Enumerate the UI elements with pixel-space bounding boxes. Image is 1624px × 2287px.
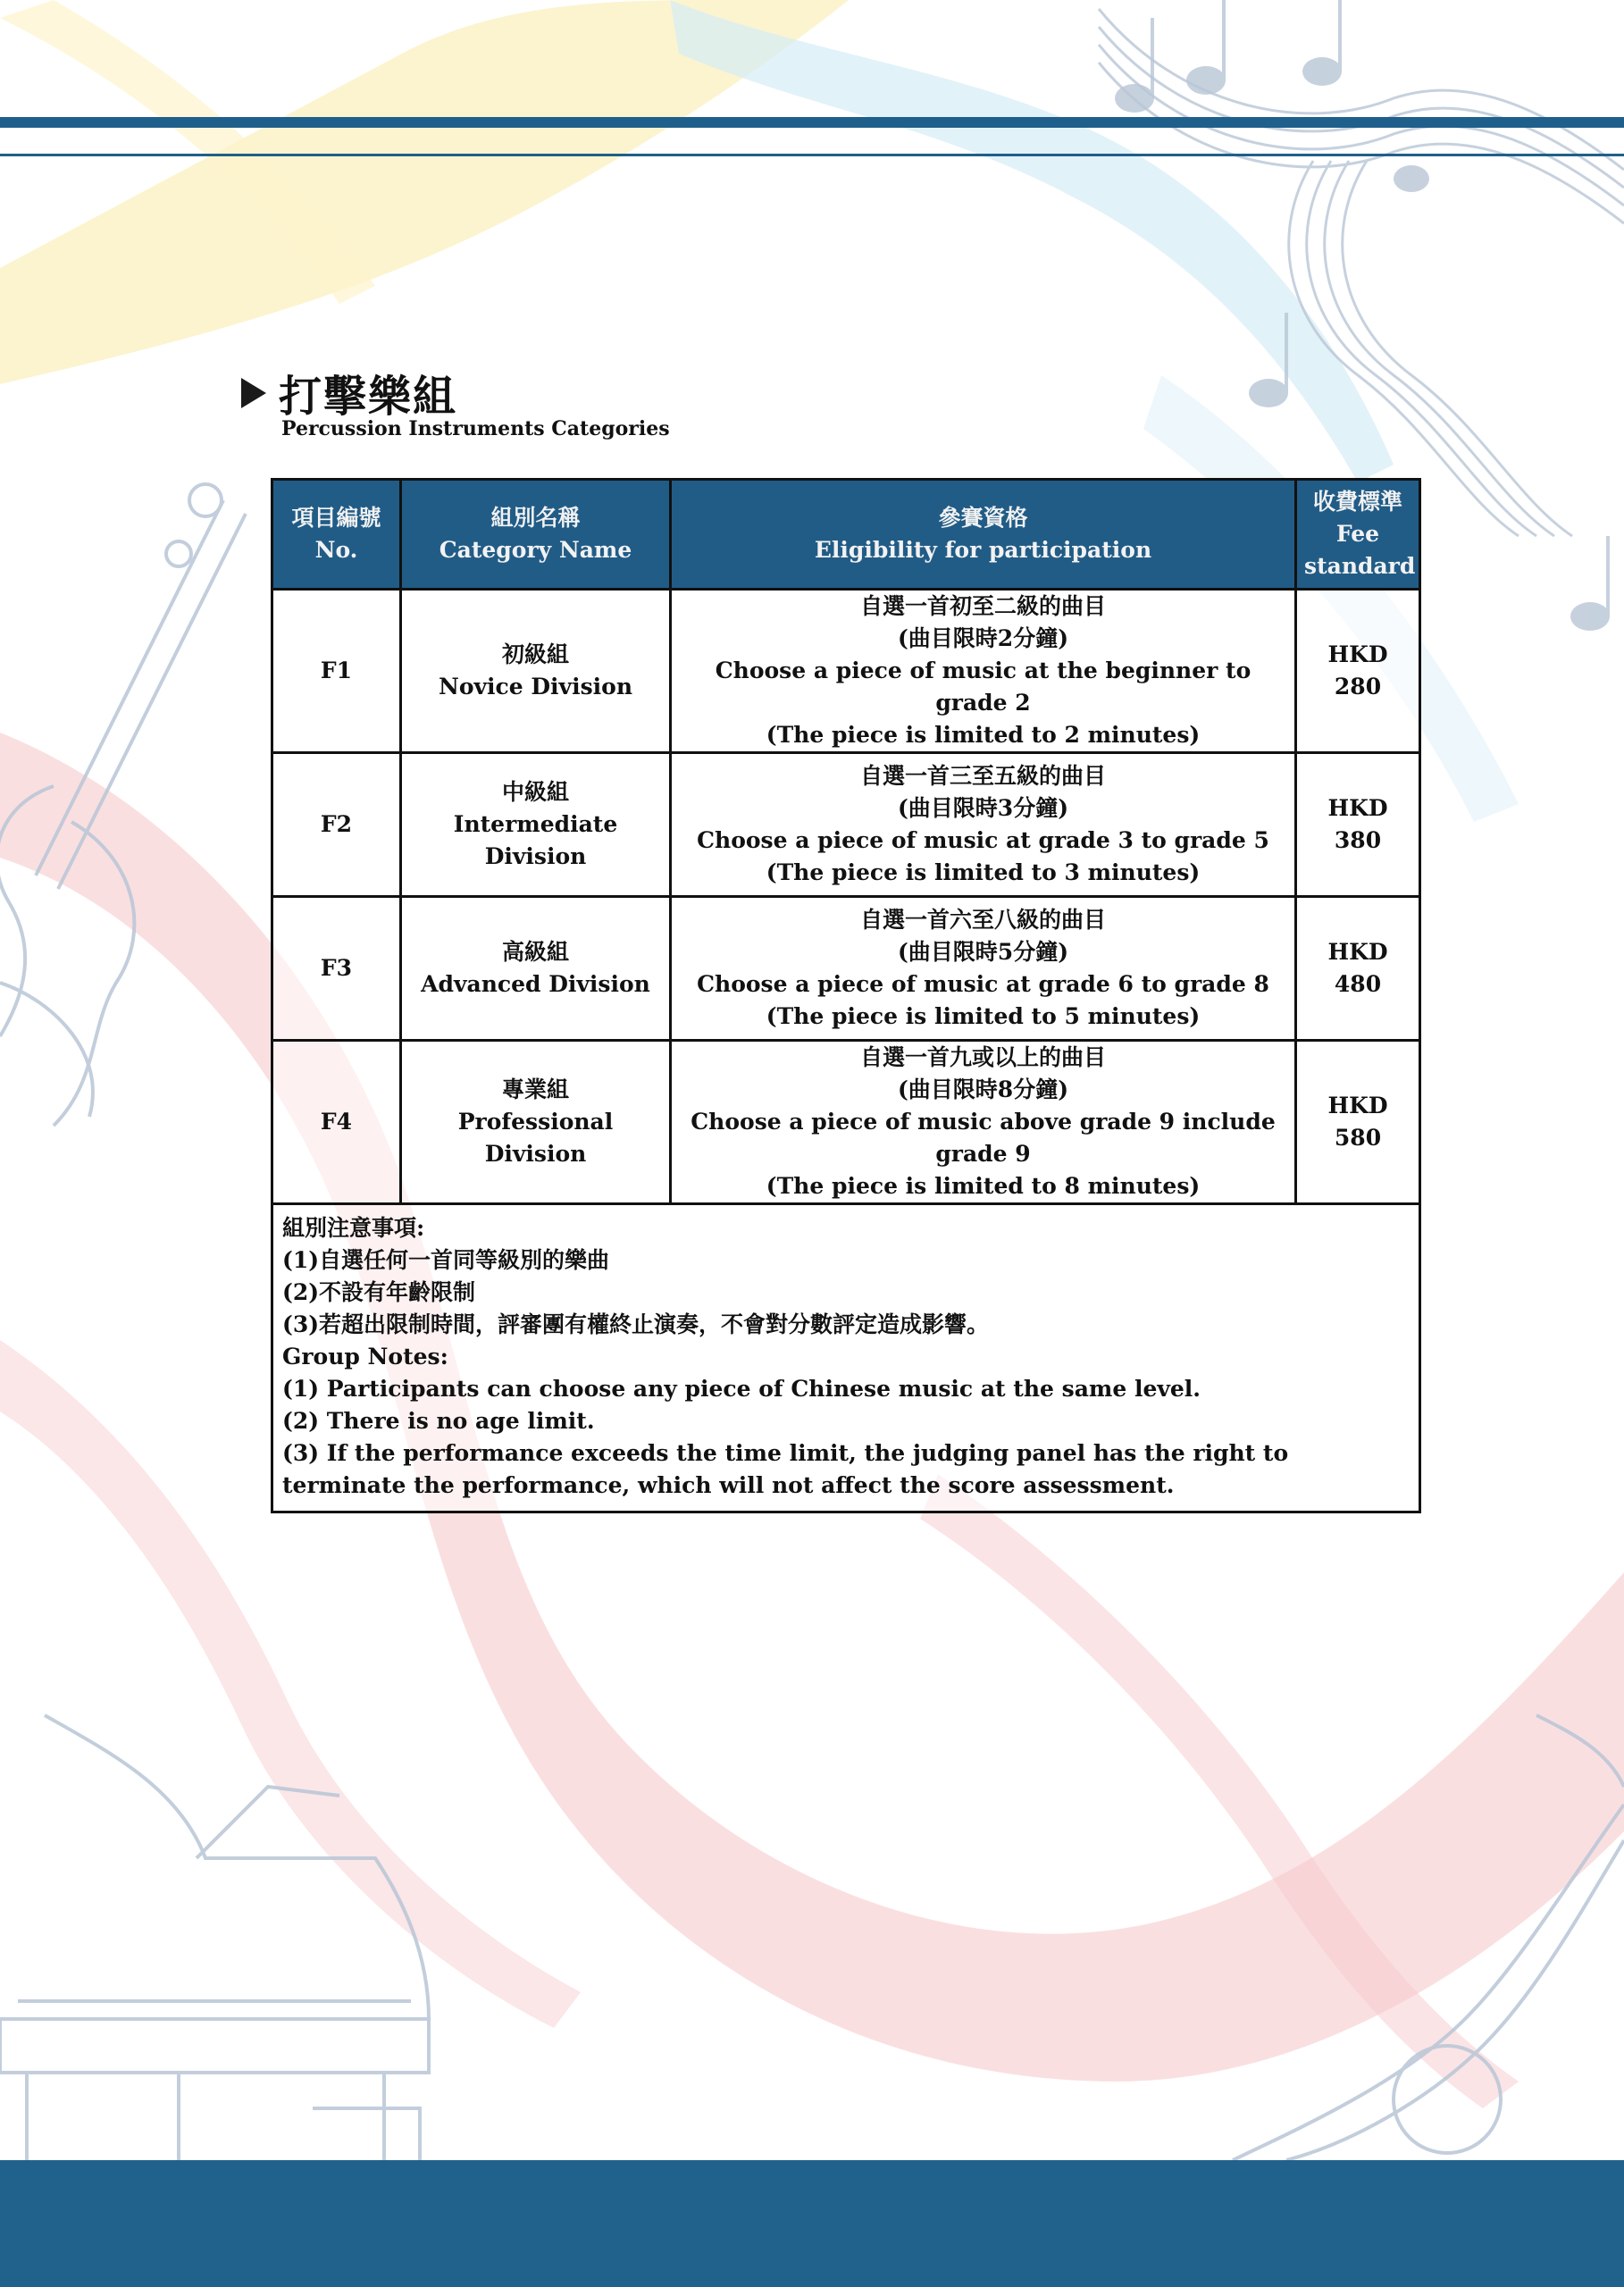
cell-eligibility <box>671 1041 1296 1204</box>
eligibility-line: (The piece is limited to 8 minutes) <box>766 1173 1201 1199</box>
header-fee-zh: 收費標準 <box>1312 489 1402 515</box>
cell-fee: HKD 580 <box>1296 1041 1420 1204</box>
header-no <box>272 480 401 590</box>
eligibility-line: (曲目限時2分鐘) <box>897 625 1069 651</box>
header-fee-en1: Fee <box>1335 521 1380 547</box>
notes-line: (2)不設有年齡限制 <box>282 1279 476 1305</box>
category-en: Professional Division <box>457 1109 614 1167</box>
eligibility-line: Choose a piece of music at the beginner to grade 2 <box>715 658 1251 716</box>
cell-category <box>401 1041 671 1204</box>
eligibility-line: (The piece is limited to 3 minutes) <box>766 859 1201 885</box>
eligibility-line: 自選一首六至八級的曲目 <box>859 907 1106 933</box>
notes-line: (3)若超出限制時間，評審團有權終止演奏，不會對分數評定造成影響。 <box>282 1311 990 1337</box>
notes-line: (1) Participants can choose any piece of Chinese music at the same level. <box>282 1376 1201 1402</box>
category-zh: 初級組 <box>501 641 569 667</box>
cell-category <box>401 897 671 1041</box>
category-en: Novice Division <box>438 674 632 700</box>
eligibility-line: (曲目限時5分鐘) <box>897 939 1069 965</box>
eligibility-line: 自選一首三至五級的曲目 <box>859 763 1106 789</box>
notes-line: 組別注意事項: <box>282 1215 425 1241</box>
header-fee <box>1296 480 1420 590</box>
cell-fee: HKD 380 <box>1296 753 1420 897</box>
eligibility-line: Choose a piece of music above grade 9 include grade 9 <box>691 1109 1276 1167</box>
category-zh: 高級組 <box>501 939 569 965</box>
category-zh: 中級組 <box>501 779 569 805</box>
header-category <box>401 480 671 590</box>
category-en: Advanced Division <box>421 971 650 997</box>
cell-fee: HKD 480 <box>1296 897 1420 1041</box>
header-bar <box>0 117 1624 128</box>
categories-table <box>271 478 1421 1513</box>
header-category-en: Category Name <box>439 537 632 563</box>
category-zh: 專業組 <box>501 1076 569 1102</box>
eligibility-line: 自選一首初至二級的曲目 <box>859 593 1106 619</box>
eligibility-line: Choose a piece of music at grade 3 to grade 5 <box>697 827 1269 853</box>
header-no-en: No. <box>314 537 358 563</box>
cell-eligibility <box>671 590 1296 753</box>
group-notes <box>272 1204 1420 1512</box>
header-divider <box>0 154 1624 156</box>
title-chinese: 打擊樂組 <box>279 372 458 422</box>
cell-no: F2 <box>272 753 401 897</box>
header-eligibility <box>671 480 1296 590</box>
cell-eligibility <box>671 753 1296 897</box>
header-fee-en2: standard <box>1304 553 1416 579</box>
notes-row <box>272 1204 1420 1512</box>
eligibility-line: Choose a piece of music at grade 6 to grade 8 <box>697 971 1269 997</box>
title-english: Percussion Instruments Categories <box>281 417 670 440</box>
notes-line: Group Notes: <box>282 1344 448 1370</box>
table-header-row <box>272 480 1420 590</box>
eligibility-line: (曲目限時8分鐘) <box>897 1076 1069 1102</box>
cell-category <box>401 753 671 897</box>
category-en: Intermediate Division <box>453 811 618 869</box>
eligibility-line: (The piece is limited to 5 minutes) <box>766 1003 1201 1029</box>
cell-category <box>401 590 671 753</box>
section-title <box>241 362 457 423</box>
notes-line: (3) If the performance exceeds the time limit, the judging panel has the right to terminate the performance, which will not affect the score assessment. <box>282 1440 1289 1498</box>
table-row <box>272 590 1420 753</box>
cell-no: F3 <box>272 897 401 1041</box>
cell-eligibility <box>671 897 1296 1041</box>
cell-no: F1 <box>272 590 401 753</box>
notes-line: (2) There is no age limit. <box>282 1408 595 1434</box>
play-triangle-icon <box>241 378 266 408</box>
eligibility-line: (The piece is limited to 2 minutes) <box>766 722 1201 748</box>
cell-no: F4 <box>272 1041 401 1204</box>
eligibility-line: 自選一首九或以上的曲目 <box>859 1044 1106 1070</box>
table-row <box>272 897 1420 1041</box>
header-eligibility-zh: 參賽資格 <box>938 505 1028 531</box>
header-category-zh: 組別名稱 <box>490 505 581 531</box>
table-row <box>272 1041 1420 1204</box>
eligibility-line: (曲目限時3分鐘) <box>897 795 1069 821</box>
header-no-zh: 項目編號 <box>291 505 381 531</box>
cell-fee: HKD 280 <box>1296 590 1420 753</box>
table-row <box>272 753 1420 897</box>
footer-bar <box>0 2160 1624 2287</box>
notes-line: (1)自選任何一首同等級別的樂曲 <box>282 1247 610 1273</box>
header-eligibility-en: Eligibility for participation <box>814 537 1152 563</box>
